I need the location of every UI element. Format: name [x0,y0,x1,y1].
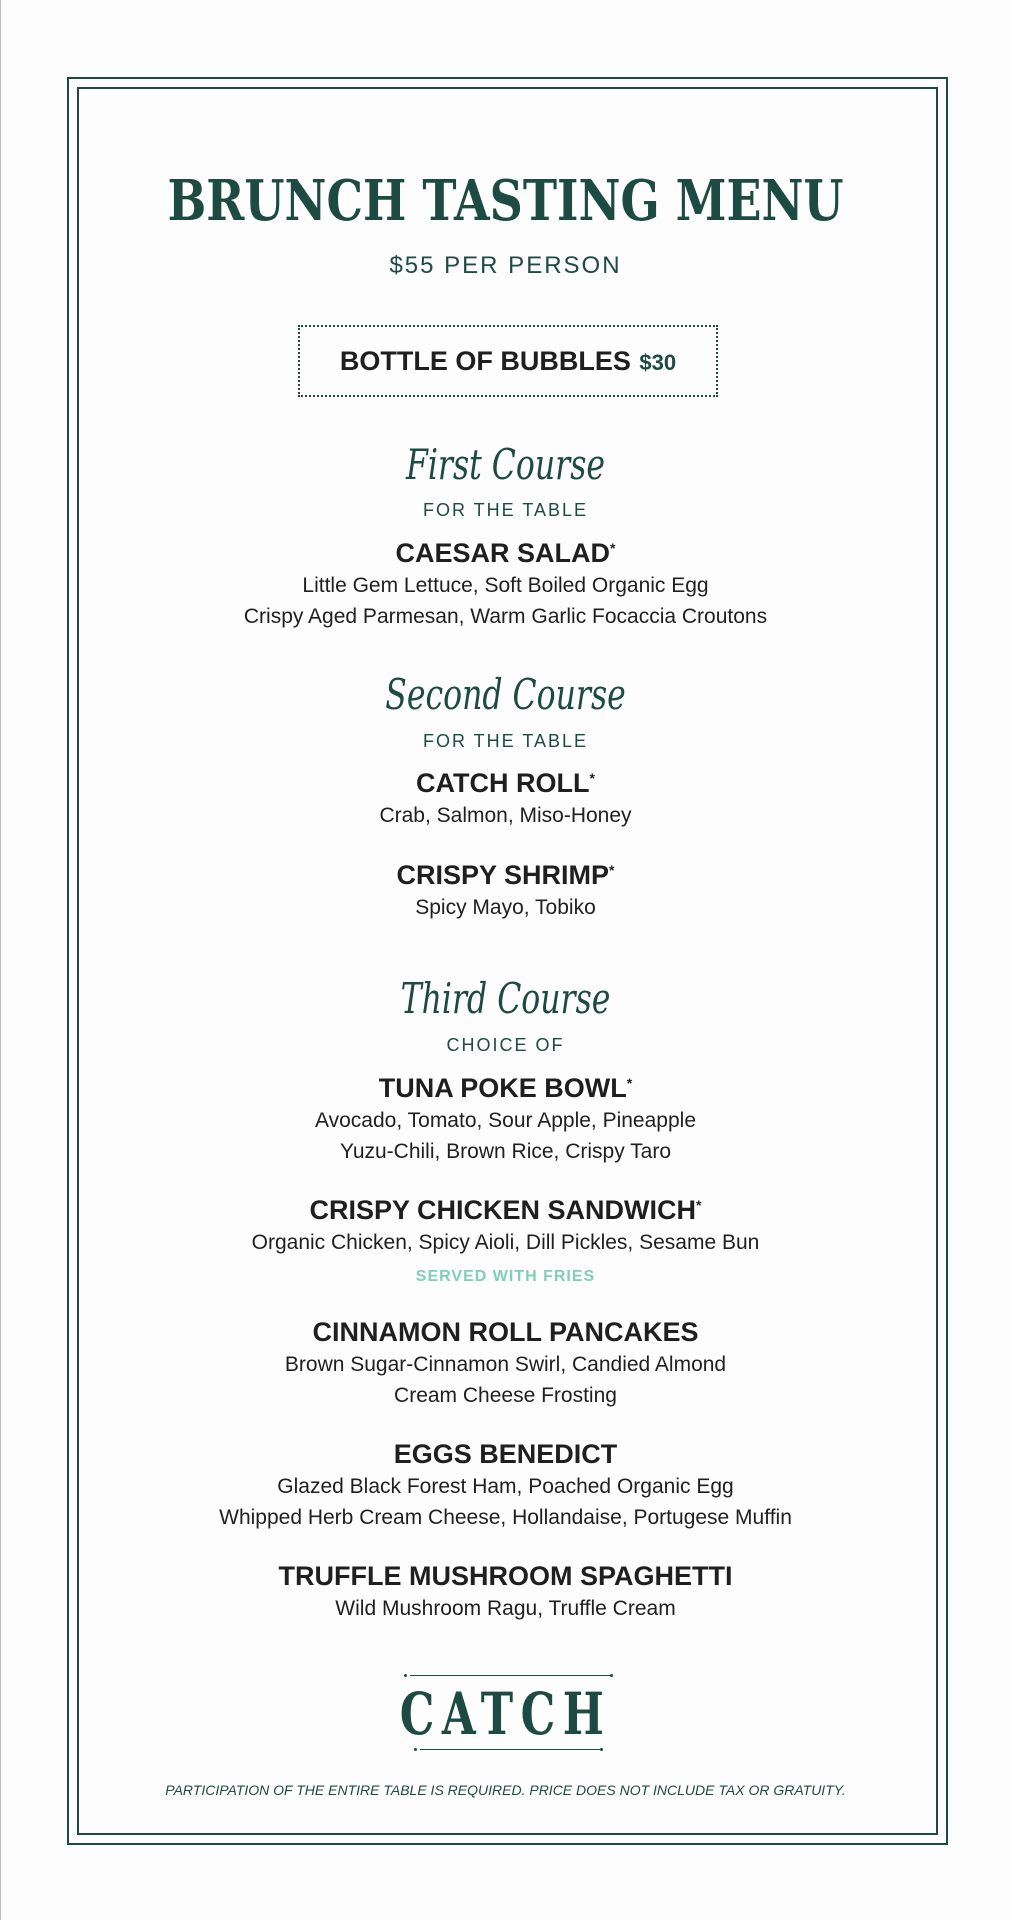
course-heading-third: Third Course [400,974,611,1023]
logo-rule-top [410,1675,610,1676]
dish-asterisk: * [609,862,615,878]
dish-name: TUNA POKE BOWL [378,1073,627,1103]
bubbles-box [298,325,718,397]
page-edge-line [0,0,1,1920]
dish-asterisk: * [589,770,595,786]
dish-description-line: Avocado, Tomato, Sour Apple, Pineapple [315,1109,696,1132]
dish-name: CRISPY CHICKEN SANDWICH [309,1195,697,1225]
dish-name: CRISPY SHRIMP [396,860,610,890]
dish-description-line: Whipped Herb Cream Cheese, Hollandaise, Portugese Muffin [219,1506,792,1529]
dish-description-line: Wild Mushroom Ragu, Truffle Cream [335,1597,676,1620]
bubbles-label: BOTTLE OF BUBBLES [339,346,631,376]
dish-description-line: Little Gem Lettuce, Soft Boiled Organic Egg [302,574,709,597]
logo-dot [404,1674,407,1677]
dish-crispy-chicken-sandwich [0,1195,1011,1226]
dish-description-line: Cream Cheese Frosting [394,1384,617,1407]
dish-caesar-salad [0,538,1011,569]
bubbles-price: $30 [639,350,677,375]
catch-logo: CATCH [399,1680,612,1748]
dish-description-line: Organic Chicken, Spicy Aioli, Dill Pickles, Sesame Bun [251,1231,760,1254]
dish-note: SERVED WITH FRIES [415,1268,596,1285]
dish-name: CATCH ROLL [416,768,590,798]
dish-description-line: Spicy Mayo, Tobiko [415,896,596,919]
logo-dot [610,1674,613,1677]
dish-tuna-poke-bowl [0,1073,1011,1104]
dish-name: CAESAR SALAD [395,538,611,568]
dish-description-line: Crispy Aged Parmesan, Warm Garlic Focaccia Croutons [243,605,768,628]
menu-title: BRUNCH TASTING MENU [167,168,844,234]
dish-cinnamon-roll-pancakes: CINNAMON ROLL PANCAKES [312,1317,699,1347]
logo-rule-bottom [420,1749,600,1750]
footer-disclaimer: PARTICIPATION OF THE ENTIRE TABLE IS REQUIRED. PRICE DOES NOT INCLUDE TAX OR GRATUITY. [165,1782,846,1798]
course-subtitle-second: FOR THE TABLE [422,731,589,751]
course-subtitle-third: CHOICE OF [446,1035,565,1055]
dish-crispy-shrimp [0,860,1011,891]
dish-description-line: Glazed Black Forest Ham, Poached Organic Egg [277,1475,734,1498]
dish-description-line: Brown Sugar-Cinnamon Swirl, Candied Almond [284,1353,727,1376]
dish-truffle-mushroom-spaghetti: TRUFFLE MUSHROOM SPAGHETTI [278,1561,733,1591]
logo-dot [600,1748,603,1751]
logo-dot [414,1748,417,1751]
menu-price: $55 PER PERSON [389,252,622,279]
dish-asterisk: * [626,1075,633,1091]
dish-catch-roll [0,768,1011,799]
course-heading-second: Second Course [385,670,626,719]
dish-asterisk: * [610,540,616,556]
course-subtitle-first: FOR THE TABLE [422,500,589,520]
dish-description-line: Yuzu-Chili, Brown Rice, Crispy Taro [339,1140,672,1163]
dish-asterisk: * [696,1197,702,1213]
dish-eggs-benedict: EGGS BENEDICT [393,1439,618,1469]
course-heading-first: First Course [405,440,606,489]
dish-description-line: Crab, Salmon, Miso-Honey [379,804,632,827]
